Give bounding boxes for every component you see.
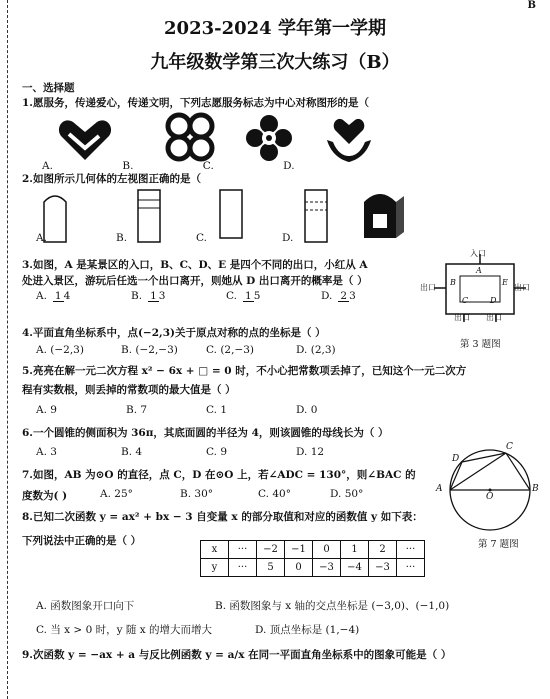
table-cell: −3 (313, 559, 341, 577)
option-b[interactable]: B. 30° (180, 488, 214, 500)
fig3-point-e: E (502, 278, 508, 287)
table-cell: ··· (229, 559, 257, 577)
figure-3-caption: 第 3 题图 (460, 339, 501, 350)
option-b[interactable]: B. 4 (121, 446, 143, 458)
table-cell: ··· (397, 559, 425, 577)
option-a[interactable]: A. (42, 160, 53, 172)
fig3-entrance-label: 入口 (470, 249, 486, 258)
option-c[interactable]: C. 9 (206, 446, 228, 458)
option-b[interactable]: B. (122, 160, 134, 172)
option-c[interactable]: C. (2,−3) (206, 344, 255, 356)
section-label: 一、选择题 (22, 82, 75, 94)
binding-margin-line (7, 0, 8, 699)
question-8-option-c[interactable]: C. 当 x > 0 时，y 随 x 的增大而增大 (36, 624, 212, 636)
question-7-line-2: 度数为( ) (22, 490, 68, 502)
option-d[interactable]: D. 0 (296, 404, 318, 416)
question-2-options (36, 232, 336, 244)
table-row-x (201, 541, 425, 559)
table-cell: x (201, 541, 229, 559)
table-cell: ··· (229, 541, 257, 559)
option-d[interactable]: D. 2 3 (321, 289, 356, 302)
question-1-options (42, 160, 342, 172)
question-6-options (36, 446, 416, 458)
fig7-point-o: O (486, 492, 494, 502)
option-a[interactable]: A. (36, 232, 47, 244)
table-cell: −1 (285, 541, 313, 559)
question-2-text: 2.如图所示几何体的左视图正确的是（ (22, 173, 201, 185)
option-b[interactable]: B. (−2,−3) (121, 344, 178, 356)
question-9-text: 9.次函数 y = −ax + a 与反比例函数 y = a/x 在同一平面直角坐标系中的图象可能是（ ） (22, 649, 452, 661)
solid-3d-object (364, 194, 404, 238)
corner-letter: B (527, 0, 536, 11)
fig3-exit-bottom-right: 出口 (486, 313, 502, 322)
question-8-table (200, 540, 425, 577)
table-cell: −3 (369, 559, 397, 577)
fig3-point-d: D (490, 296, 497, 305)
question-1-figures (55, 112, 385, 164)
question-1-text: 1.愿服务，传递爱心，传递文明，下列志愿服务标志为中心对称图形的是（ (22, 97, 369, 109)
question-8-option-d[interactable]: D. 顶点坐标是 (1,−4) (255, 624, 360, 636)
option-c[interactable]: C. (196, 232, 207, 244)
four-heart-knot-logo (168, 115, 212, 159)
option-a[interactable]: A. (−2,3) (36, 344, 84, 356)
question-7-options (100, 488, 420, 500)
question-5-line-1: 5.亮亮在解一元二次方程 x² − 6x + □ = 0 时，不小心把常数项丢掉了，已知这个一元二次方 (22, 365, 467, 377)
table-cell: 0 (313, 541, 341, 559)
figure-7-caption: 第 7 题图 (478, 539, 519, 550)
option-a[interactable]: A. 9 (36, 404, 57, 416)
question-6-text: 6.一个圆锥的侧面积为 36π，其底面圆的半径为 4，则该圆锥的母线长为（ ） (22, 427, 389, 439)
table-cell: ··· (397, 541, 425, 559)
option-a[interactable]: A. 25° (100, 488, 133, 500)
table-cell: −4 (341, 559, 369, 577)
question-3-line-1: 3.如图，A 是某景区的入口，B、C、D、E 是四个不同的出口，小红从 A (22, 259, 368, 271)
fig3-exit-right: 出口 (514, 283, 530, 292)
question-4-text: 4.平面直角坐标系中，点(−2,3)关于原点对称的点的坐标是（ ） (22, 327, 326, 339)
option-d[interactable]: D. 50° (330, 488, 364, 500)
heart-flower-logo (246, 115, 292, 161)
table-cell: −2 (257, 541, 285, 559)
fig7-point-c: C (506, 442, 513, 452)
option-b[interactable]: B. (116, 232, 128, 244)
option-d[interactable]: D. (283, 160, 295, 172)
page-title: 2023-2024 学年第一学期 (164, 18, 386, 39)
view-c-rectangle (220, 190, 242, 238)
option-c[interactable]: C. 1 (206, 404, 228, 416)
question-7-line-1: 7.如图，AB 为⊙O 的直径，点 C，D 在⊙O 上，若∠ADC = 130°，则∠BAC 的 (22, 469, 416, 481)
table-cell: 5 (257, 559, 285, 577)
question-8-option-b[interactable]: B. 函数图象与 x 轴的交点坐标是 (−3,0)、(−1,0) (215, 600, 450, 612)
question-3-line-2: 处进入景区，游玩后任选一个出口离开，则她从 D 出口离开的概率是（ ） (22, 275, 368, 287)
fig7-point-a: A (436, 484, 443, 494)
table-row-y (201, 559, 425, 577)
option-c[interactable]: C. (202, 160, 214, 172)
question-5-line-2: 程有实数根，则丢掉的常数项的最大值是（ ） (22, 384, 236, 396)
question-8-line-2: 下列说法中正确的是（ ） (22, 535, 142, 547)
question-4-options (36, 344, 416, 356)
option-d[interactable]: D. 12 (296, 446, 325, 458)
option-d[interactable]: D. (2,3) (296, 344, 336, 356)
fig3-exit-left: 出口 (420, 283, 436, 292)
fig3-point-a: A (476, 266, 482, 275)
fig3-point-b: B (450, 278, 456, 287)
fig3-exit-bottom-left: 出口 (454, 313, 470, 322)
heart-hand-logo (59, 120, 111, 160)
table-cell: 2 (369, 541, 397, 559)
question-8-line-1: 8.已知二次函数 y = ax² + bx − 3 自变量 x 的部分取值和对应的函数值 y 如下表： (22, 511, 423, 523)
option-b[interactable]: B. 7 (126, 404, 148, 416)
question-8-option-a[interactable]: A. 函数图象开口向下 (36, 600, 135, 612)
option-a[interactable]: A. 1 4 (36, 289, 71, 302)
option-a[interactable]: A. 3 (36, 446, 57, 458)
option-c[interactable]: C. 40° (258, 488, 291, 500)
page-subtitle: 九年级数学第三次大练习（B） (150, 52, 400, 73)
table-cell: 1 (341, 541, 369, 559)
table-cell: 0 (285, 559, 313, 577)
question-5-options (36, 404, 416, 416)
heart-in-hands-logo (327, 119, 371, 162)
fig7-point-b: B (532, 484, 539, 494)
fig3-point-c: C (462, 296, 469, 305)
option-b[interactable]: B. 1 3 (131, 289, 166, 302)
option-c[interactable]: C. 1 5 (226, 289, 261, 302)
table-cell: y (201, 559, 229, 577)
option-d[interactable]: D. (282, 232, 294, 244)
fig7-point-d: D (452, 454, 460, 464)
question-3-options (36, 290, 416, 302)
